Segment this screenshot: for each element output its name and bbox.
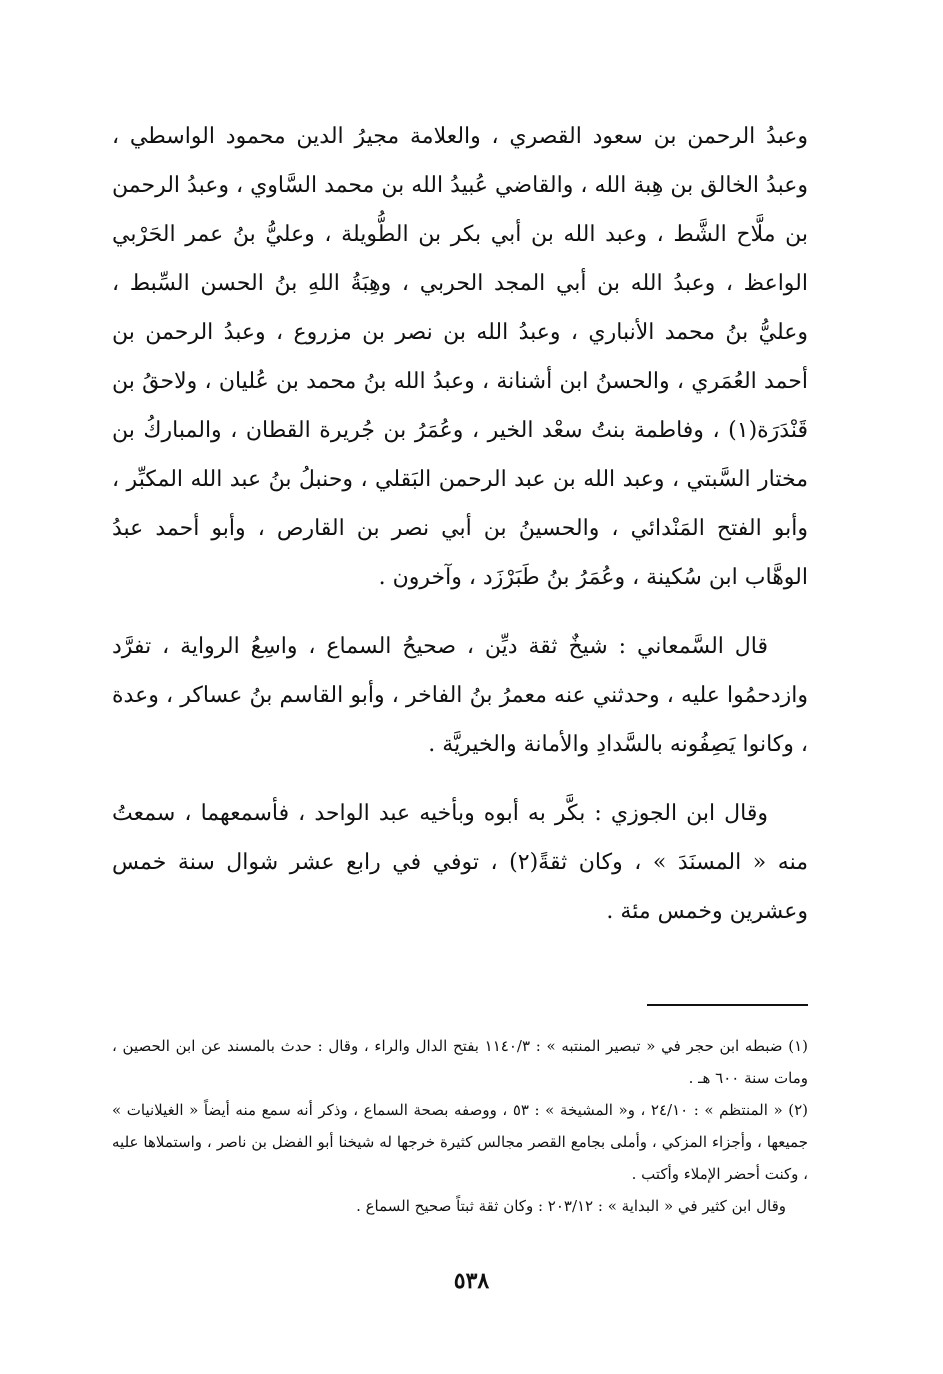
paragraph-narrators-list: وعبدُ الرحمن بن سعود القصري ، والعلامة مجيرُ الدين محمود الواسطي ، وعبدُ الخالق بن هِبة الله ، والقاضي عُبيدُ الله بن محمد السَّاوي ، وعبدُ الرحمن بن ملَّاح الشَّط ، وعبد الله بن أبي بكر بن الطُّويلة ، وعليُّ بنُ عمر الحَرْبي الواعظ ، وعبدُ الله بن أبي المجد الحربي ، وهِبَةُ اللهِ بنُ الحسن السِّبط ، وعليُّ بنُ محمد الأنباري ، وعبدُ الله بن نصر بن مزروع ، وعبدُ الرحمن بن أحمد العُمَري ، والحسنُ ابن أشنانة ، وعبدُ الله بنُ محمد بن عُليان ، ولاحقُ بن قَنْدَرَة(١) ، وفاطمة بنتُ سعْد الخير ، وعُمَرُ بن جُريرة القطان ، والمباركُ بن مختار السَّبتي ، وعبد الله بن عبد الرحمن البَقلي ، وحنبلُ بنُ عبد الله المكبِّر ، وأبو الفتح المَنْدائي ، والحسينُ بن أبي نصر بن القارص ، وأبو أحمد عبدُ الوهَّاب ابن سُكينة ، وعُمَرُ بنُ طَبَرْزَد ، وآخرون .	[112, 124, 808, 590]
footnotes	[112, 1030, 808, 1222]
paragraph-samani-quote: قال السَّمعاني : شيخٌ ثقة ديِّن ، صحيحُ السماع ، واسِعُ الرواية ، تفرَّد وازدحمُوا عليه ، وحدثني عنه معمرُ بنُ الفاخر ، وأبو القاسم بنُ عساكر ، وعدة ، وكانوا يَصِفُونه بالسَّدادِ والأمانة والخيريَّة .	[112, 634, 808, 757]
footnote-2-continuation: وقال ابن كثير في « البداية » : ٢٠٣/١٢ : وكان ثقة ثبتاً صحيح السماع .	[356, 1197, 786, 1215]
footnote-2: (٢) « المنتظم » : ٢٤/١٠ ، و« المشيخة » : ٥٣ ، ووصفه بصحة السماع ، وذكر أنه سمع منه أيضاً « الغيلانيات » جميعها ، وأجزاء المزكي ، وأملى بجامع القصر مجالس كثيرة خرجها له شيخنا أبو الفضل بن ناصر ، واستملاها عليه ، وكنت أحضر الإملاء وأكتب .	[112, 1101, 808, 1183]
paragraph-ibn-jawzi-quote: وقال ابن الجوزي : بكَّر به أبوه وبأخيه عبد الواحد ، فأسمعهما ، سمعتُ منه « المسنَدَ » ، وكان ثقةً(٢) ، توفي في رابع عشر شوال سنة خمس وعشرين وخمس مئة .	[112, 801, 808, 924]
footnote-1: (١) ضبطه ابن حجر في « تبصير المنتبه » : ١١٤٠/٣ بفتح الدال والراء ، وقال : حدث بالمسند عن ابن الحصين ، ومات سنة ٦٠٠ هـ .	[112, 1037, 808, 1087]
footnote-separator	[647, 1004, 808, 1006]
main-text	[112, 112, 808, 936]
page-number: ٥٣٨	[453, 1268, 490, 1294]
